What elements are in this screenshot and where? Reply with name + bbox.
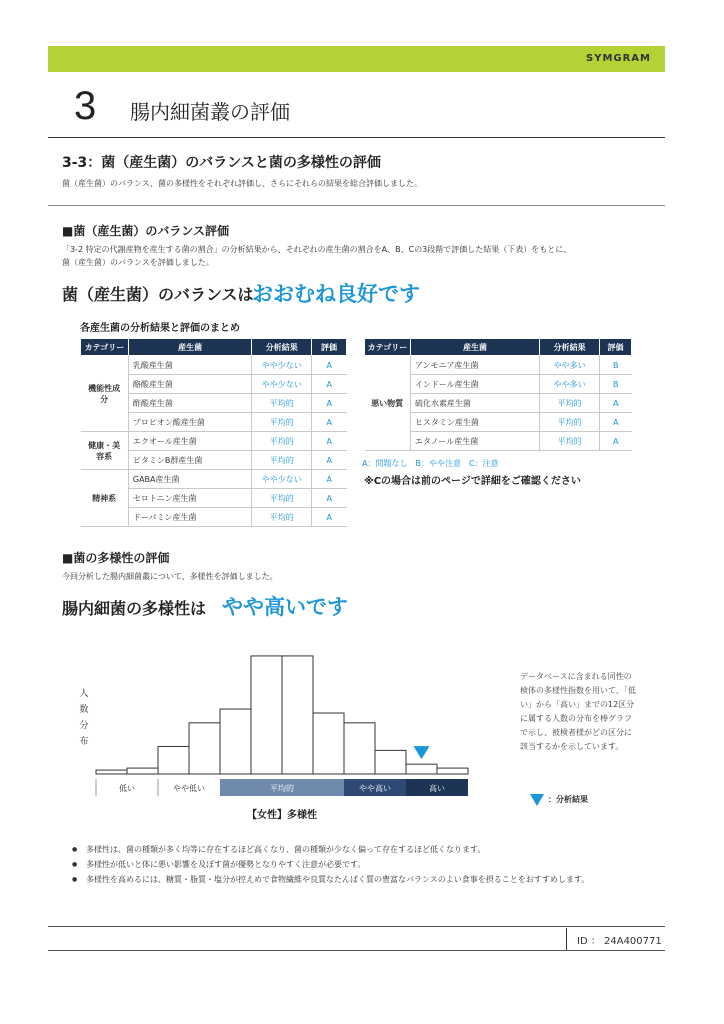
eval-cell: A (600, 413, 632, 432)
col-category: カテゴリー (365, 339, 411, 356)
chapter-number: 3 (74, 84, 97, 128)
eval-cell: A (600, 432, 632, 451)
histogram-bar (282, 656, 313, 774)
bacteria-cell: インドール産生菌 (410, 375, 539, 394)
list-item: ● 多様性は、菌の種類が多く均等に存在するほど高くなり、菌の種類が少なく偏って存在するほど低くなります。 (72, 842, 672, 857)
col-bacteria: 産生菌 (410, 339, 539, 356)
result-cell: 平均的 (540, 432, 600, 451)
histogram-bar (375, 750, 406, 774)
diversity-verdict-label: 腸内細菌の多様性は (62, 599, 207, 618)
y-axis-label-char: 人 (79, 689, 89, 699)
histogram-bar (189, 723, 220, 774)
result-cell: 平均的 (252, 432, 312, 451)
histogram-bar (220, 709, 251, 774)
table-row (81, 432, 347, 451)
category-label: 高い (429, 784, 445, 793)
section-divider (48, 205, 665, 206)
table-row (365, 356, 632, 375)
histogram-bar (158, 746, 189, 774)
result-cell: 平均的 (252, 451, 312, 470)
notes-list (72, 842, 672, 887)
eval-legend: A：問題なし B：やや注意 C：注意 (362, 459, 499, 468)
header-bar (48, 46, 665, 72)
eval-cell: A (312, 470, 347, 489)
eval-cell: A (312, 508, 347, 527)
category-cell: 健康・美容系 (81, 432, 129, 470)
bacteria-cell: 乳酸産生菌 (128, 356, 251, 375)
histogram-bar (251, 656, 282, 774)
result-cell: 平均的 (252, 489, 312, 508)
y-axis-label-char: 分 (79, 721, 89, 731)
bacteria-cell: ドーパミン産生菌 (128, 508, 251, 527)
list-item: ● 多様性が低いと体に悪い影響を及ぼす菌が優勢となりやすく注意が必要です。 (72, 857, 672, 872)
eval-cell: B (600, 356, 632, 375)
table-title: 各産生菌の分析結果と評価のまとめ (80, 323, 240, 334)
category-label: 平均的 (270, 784, 294, 793)
bacteria-cell: GABA産生菌 (128, 470, 251, 489)
result-cell: 平均的 (540, 394, 600, 413)
diversity-verdict-value: やや高いです (222, 595, 348, 619)
right-result-table (364, 338, 632, 451)
right-table-wrap (364, 338, 632, 451)
diversity-desc: 今回分析した腸内細菌叢について、多様性を評価しました。 (62, 572, 278, 581)
result-cell: 平均的 (540, 413, 600, 432)
table-row (81, 470, 347, 489)
eval-cell: A (312, 432, 347, 451)
result-cell: やや多い (540, 375, 600, 394)
category-cell: 悪い物質 (365, 356, 411, 451)
result-cell: やや多い (540, 356, 600, 375)
histogram-bar (437, 768, 468, 774)
bacteria-cell: エタノール産生菌 (410, 432, 539, 451)
left-table-wrap (80, 338, 347, 527)
category-cell: 精神系 (81, 470, 129, 527)
eval-cell: A (312, 451, 347, 470)
balance-heading: ■菌（産生菌）のバランス評価 (62, 224, 229, 238)
balance-desc-2: 菌（産生菌）のバランスを評価しました。 (62, 258, 214, 267)
bacteria-cell: ヒスタミン産生菌 (410, 413, 539, 432)
eval-cell: A (312, 375, 347, 394)
result-cell: やや少ない (252, 356, 312, 375)
balance-verdict-label: 菌（産生菌）のバランスは (62, 285, 254, 304)
histogram-bar (344, 723, 375, 774)
category-cell: 機能性成分 (81, 356, 129, 432)
section-intro: 菌（産生菌）のバランス、菌の多様性をそれぞれ評価し、さらにそれらの結果を総合評価しました。 (62, 179, 422, 188)
chapter-title: 腸内細菌叢の評価 (130, 100, 290, 124)
bacteria-cell: 酪酸産生菌 (128, 375, 251, 394)
diversity-explanation: データベースに含まれる同性の検体の多様性指数を用いて、「低い」から「高い」までの12区分に属する人数の分布を棒グラフで示し、被検者様がどの区分に該当するかを示しています。 (520, 672, 636, 751)
footer-rule-top (48, 926, 665, 927)
eval-cell: A (312, 394, 347, 413)
col-category: カテゴリー (81, 339, 129, 356)
eval-note: ※Cの場合は前のページで詳細をご確認ください (364, 476, 581, 487)
balance-verdict-value: おおむね良好です (252, 282, 420, 306)
histogram-bar (127, 768, 158, 774)
col-bacteria: 産生菌 (128, 339, 251, 356)
x-axis-label: 【女性】多様性 (247, 810, 317, 821)
y-axis-label-char: 数 (79, 705, 89, 715)
bacteria-cell: セロトニン産生菌 (128, 489, 251, 508)
diversity-chart (70, 640, 490, 825)
histogram-bar (313, 713, 344, 774)
histogram-bar (406, 764, 437, 774)
bacteria-cell: 硫化水素産生菌 (410, 394, 539, 413)
bacteria-cell: ビタミンB群産生菌 (128, 451, 251, 470)
diversity-heading: ■菌の多様性の評価 (62, 551, 170, 565)
eval-cell: B (600, 375, 632, 394)
list-item: ● 多様性を高めるには、糖質・脂質・塩分が控えめで食物繊維や良質なたんぱく質の豊富なバランスのよい食事を摂ることをおすすめします。 (72, 872, 672, 887)
chapter-divider (48, 137, 665, 138)
balance-desc-1: 「3-2 特定の代謝産物を産生する菌の割合」の分析結果から、それぞれの産生菌の割合をA、B、Cの3段階で評価した結果（下表）をもとに、 (62, 245, 572, 254)
result-cell: 平均的 (252, 394, 312, 413)
category-label: 低い (119, 784, 135, 793)
marker-legend-label: ：分析結果 (548, 795, 588, 804)
col-result: 分析結果 (252, 339, 312, 356)
triangle-marker-icon (530, 794, 544, 806)
eval-cell: A (600, 394, 632, 413)
brand-logo: SYMGRAM (586, 53, 651, 64)
eval-cell: A (312, 356, 347, 375)
eval-cell: A (312, 413, 347, 432)
category-label: やや高い (359, 784, 391, 793)
footer-rule-bottom (48, 950, 665, 951)
bacteria-cell: エクオール産生菌 (128, 432, 251, 451)
left-result-table (80, 338, 347, 527)
result-cell: やや少ない (252, 375, 312, 394)
result-cell: やや少ない (252, 470, 312, 489)
bacteria-cell: アンモニア産生菌 (410, 356, 539, 375)
category-label: やや低い (173, 784, 205, 793)
y-axis-label-char: 布 (79, 737, 89, 747)
section-title: 3-3：菌（産生菌）のバランスと菌の多様性の評価 (62, 155, 381, 171)
bacteria-cell: 酢酸産生菌 (128, 394, 251, 413)
table-row (81, 356, 347, 375)
sample-id: ID ： 24A400771 (566, 928, 662, 950)
result-cell: 平均的 (252, 508, 312, 527)
result-cell: 平均的 (252, 413, 312, 432)
result-marker-icon (414, 746, 430, 759)
bacteria-cell: プロピオン酸産生菌 (128, 413, 251, 432)
col-result: 分析結果 (540, 339, 600, 356)
col-eval: 評価 (312, 339, 347, 356)
marker-legend (530, 792, 640, 808)
histogram-bar (96, 770, 127, 774)
eval-cell: A (312, 489, 347, 508)
col-eval: 評価 (600, 339, 632, 356)
